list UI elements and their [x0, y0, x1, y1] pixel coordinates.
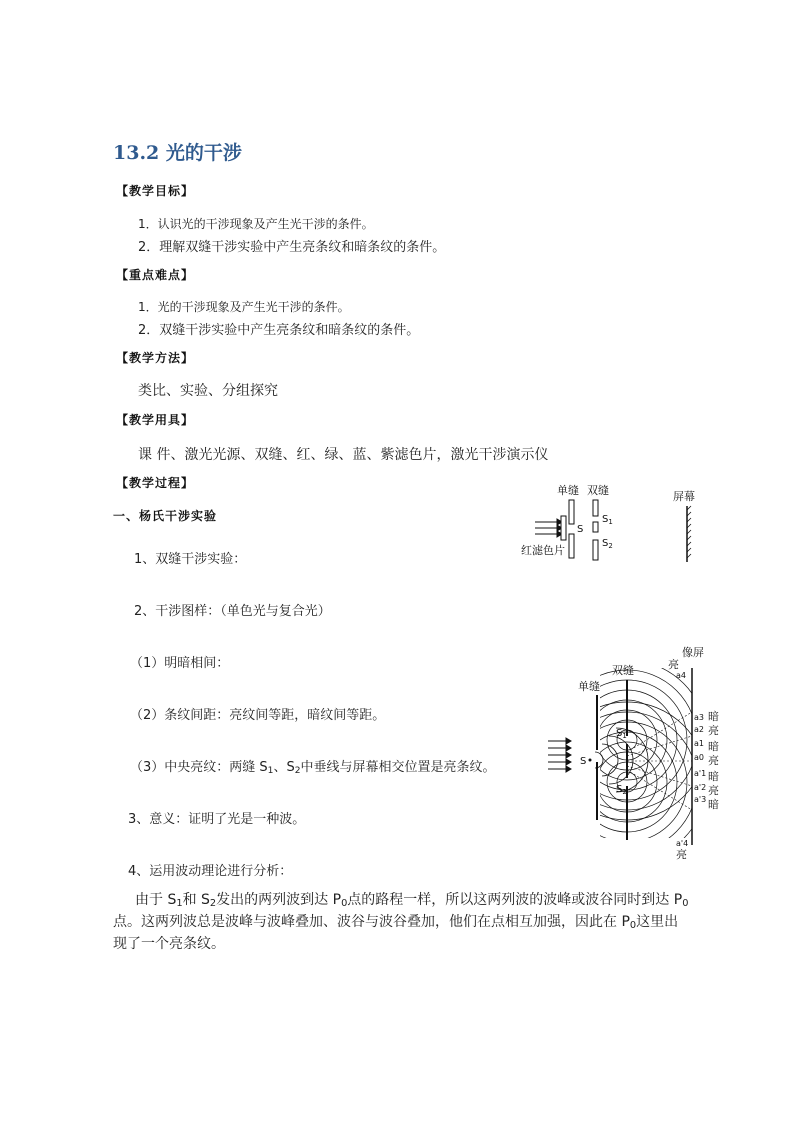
item-4: 4、运用波动理论进行分析：: [128, 864, 293, 879]
label-screen: 屏幕: [673, 490, 695, 503]
analysis-line-1: 由于 $S_1$和 $S_2$发出的两列波到达 $P_0$点的路程一样，所以这两列波的波峰或波谷同时到达 $P_0$: [135, 892, 689, 909]
label-s: S: [577, 524, 584, 535]
label-s2: $S_2$: [616, 784, 627, 796]
marker-a2: a2: [694, 725, 704, 734]
marker-a-prime-1: a'1: [694, 769, 707, 778]
fringe-dark-2: 暗: [708, 740, 719, 753]
methods-text: 类比、实验、分组探究: [138, 383, 278, 399]
item-3: 3、意义：证明了光是一种波。: [128, 812, 306, 827]
fringe-bright-2: 亮: [708, 784, 719, 797]
label-s: S: [580, 756, 587, 767]
label-single-slit: 单缝: [578, 680, 600, 693]
section-heading-goals: 【教学目标】: [116, 184, 195, 198]
source-point: [589, 759, 592, 762]
keypoint-item-1: 1．光的干涉现象及产生光干涉的条件。: [138, 300, 350, 314]
item-2: 2、干涉图样：（单色光与复合光）: [134, 604, 331, 619]
label-double-slit: 双缝: [587, 484, 609, 497]
fringe-lines: [627, 712, 692, 810]
interference-pattern-diagram: [540, 640, 720, 865]
label-s1: $S_1$: [602, 514, 613, 526]
incident-light-arrows: [535, 519, 562, 537]
double-slit-bottom: [593, 540, 598, 560]
part1-heading: 一、杨氏干涉实验: [113, 509, 218, 523]
red-filter: [561, 516, 566, 540]
label-bright-bottom: 亮: [676, 848, 687, 861]
marker-a-prime-2: a'2: [694, 783, 707, 792]
section-heading-methods: 【教学方法】: [116, 351, 195, 365]
marker-a-prime-4: a'4: [676, 839, 689, 848]
tools-text: 课 件、激光光源、双缝、红、绿、蓝、紫滤色片，激光干涉演示仪: [138, 447, 549, 463]
fringe-dark-3: 暗: [708, 770, 719, 783]
marker-a3: a3: [694, 713, 704, 722]
fringe-markers: [694, 713, 706, 804]
analysis-line-2: 点。这两列波总是波峰与波峰叠加、波谷与波谷叠加，他们在点相互加强，因此在 $P_0$这里出: [113, 914, 679, 931]
keypoint-item-2: 2．双缝干涉实验中产生亮条纹和暗条纹的条件。: [138, 323, 420, 338]
double-slit-top: [593, 500, 598, 516]
fringe-dark-4: 暗: [708, 798, 719, 811]
fringe-labels: [708, 709, 719, 811]
item-2b: （2）条纹间距：亮纹间等距，暗纹间等距。: [130, 708, 386, 723]
marker-a1: a1: [694, 739, 704, 748]
incident-light-arrows: [548, 738, 571, 772]
label-single-slit: 单缝: [557, 484, 579, 497]
section-heading-keypoints: 【重点难点】: [116, 268, 195, 282]
item-2c: （3）中央亮纹：两缝 $S_1$、$S_2$中垂线与屏幕相交位置是亮条纹。: [130, 760, 496, 776]
page-title: 13.2 光的干涉: [113, 142, 242, 164]
item-2a: （1）明暗相间：: [130, 656, 230, 671]
section-heading-tools: 【教学用具】: [116, 413, 195, 427]
single-slit-upper: [569, 500, 574, 524]
fringe-bright-1: 亮: [708, 724, 719, 737]
label-s1: $S_1$: [616, 728, 627, 740]
fringe-bright-center: 亮: [708, 754, 719, 767]
fringe-dark-1: 暗: [708, 710, 719, 723]
item-1: 1、双缝干涉实验：: [134, 552, 247, 567]
analysis-line-3: 现了一个亮条纹。: [113, 936, 225, 952]
single-slit-lower: [569, 534, 574, 558]
label-filter: 红滤色片: [521, 544, 565, 557]
section-heading-process: 【教学过程】: [116, 476, 195, 490]
goal-item-1: 1．认识光的干涉现象及产生光干涉的条件。: [138, 217, 374, 231]
double-slit-setup-diagram: [515, 478, 715, 568]
label-double-slit: 双缝: [612, 664, 634, 677]
marker-a0: a0: [694, 753, 704, 762]
label-s2: $S_2$: [602, 538, 613, 550]
label-screen: 像屏: [682, 646, 704, 659]
marker-a4: a4: [676, 671, 686, 680]
goal-item-2: 2．理解双缝干涉实验中产生亮条纹和暗条纹的条件。: [138, 240, 446, 255]
marker-a-prime-3: a'3: [694, 795, 707, 804]
label-bright-top: 亮: [668, 658, 679, 671]
double-slit-middle: [593, 522, 598, 532]
